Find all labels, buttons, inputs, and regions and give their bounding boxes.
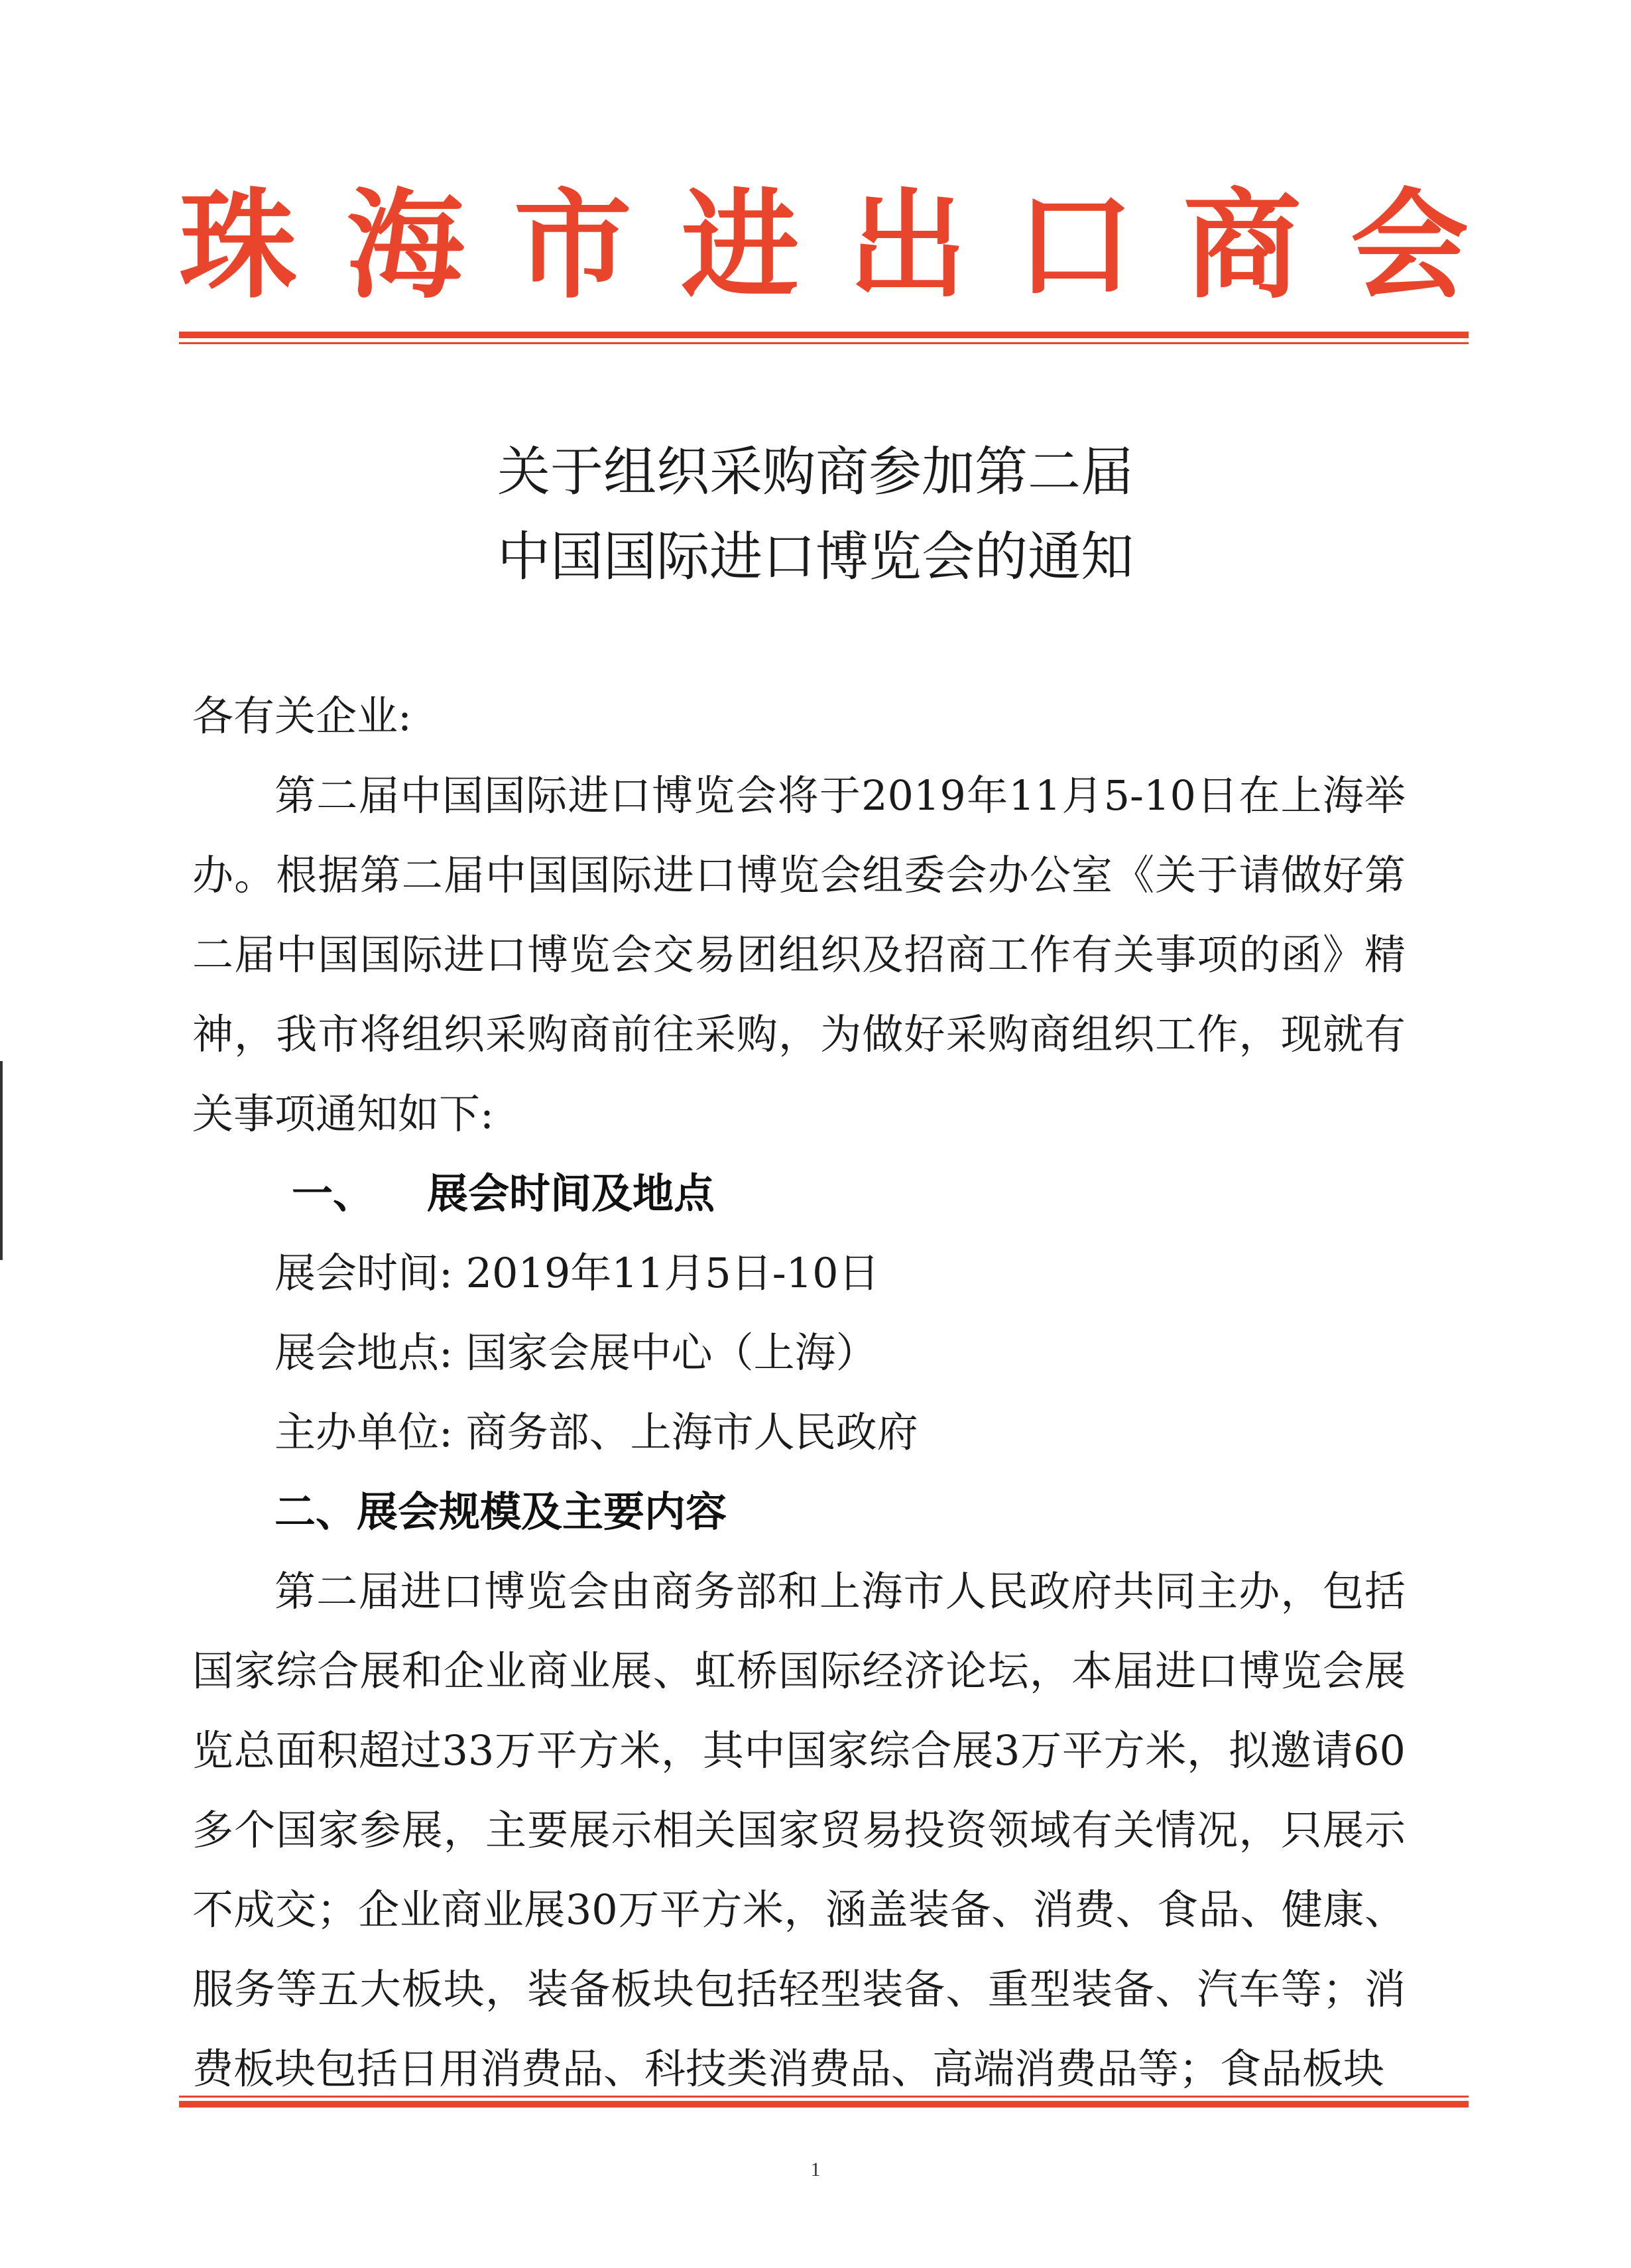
section-1-heading [292,1154,715,1233]
letterhead-char: 市 [513,176,632,314]
letterhead-char: 出 [848,176,967,314]
section-2-heading: 二、展会规模及主要内容 [274,1487,727,1536]
section-1-number: 一、 [292,1169,375,1218]
letterhead-char: 商 [1183,176,1301,314]
section-1-title: 展会时间及地点 [427,1169,715,1218]
section-2-paragraph: 第二届进口博览会由商务部和上海市人民政府共同主办，包括国家综合展和企业商业展、虹桥国际经济论坛，本届进口博览会展览总面积超过33万平方米，其中国家综合展3万平方米，拟邀请60多个国家参展，主要展示相关国家贸易投资领域有关情况，只展示不成交；企业商业展30万平方米，涵盖装备、消费、食品、健康、服务等五大板块，装备板块包括轻型装备、重型装备、汽车等；消费板块包括日用消费品、科技类消费品、高端消费品等；食品板块 [192,1567,1406,2093]
exhibition-place: 展会地点: 国家会展中心（上海） [274,1328,877,1377]
letterhead-char: 会 [1350,176,1469,314]
letterhead-char: 海 [346,176,465,314]
letterhead-rule-thick [179,332,1469,338]
letterhead-char: 进 [681,176,800,314]
letterhead-char: 珠 [179,176,297,314]
intro-paragraph: 第二届中国国际进口博览会将于2019年11月5-10日在上海举办。根据第二届中国国际进口博览会组委会办公室《关于请做好第二届中国国际进口博览会交易团组织及招商工作有关事项的函》精神，我市将组织采购商前往采购，为做好采购商组织工作，现就有关事项通知如下: [192,771,1406,1138]
letterhead-title [179,176,1469,314]
salutation: 各有关企业: [192,692,412,740]
document-title-line-2: 中国国际进口博览会的通知 [497,526,1134,588]
exhibition-time: 展会时间: 2019年11月5日-10日 [274,1249,880,1297]
letterhead-rule-thin [179,342,1469,344]
scan-edge-mark [0,1061,3,1260]
exhibition-host: 主办单位: 商务部、上海市人民政府 [274,1408,918,1456]
footer-rule-thick [179,2101,1469,2108]
letterhead-char: 口 [1016,176,1134,314]
document-title-line-1: 关于组织采购商参加第二届 [497,441,1134,503]
page-number: 1 [810,2159,821,2180]
footer-rule-thin [179,2096,1469,2098]
